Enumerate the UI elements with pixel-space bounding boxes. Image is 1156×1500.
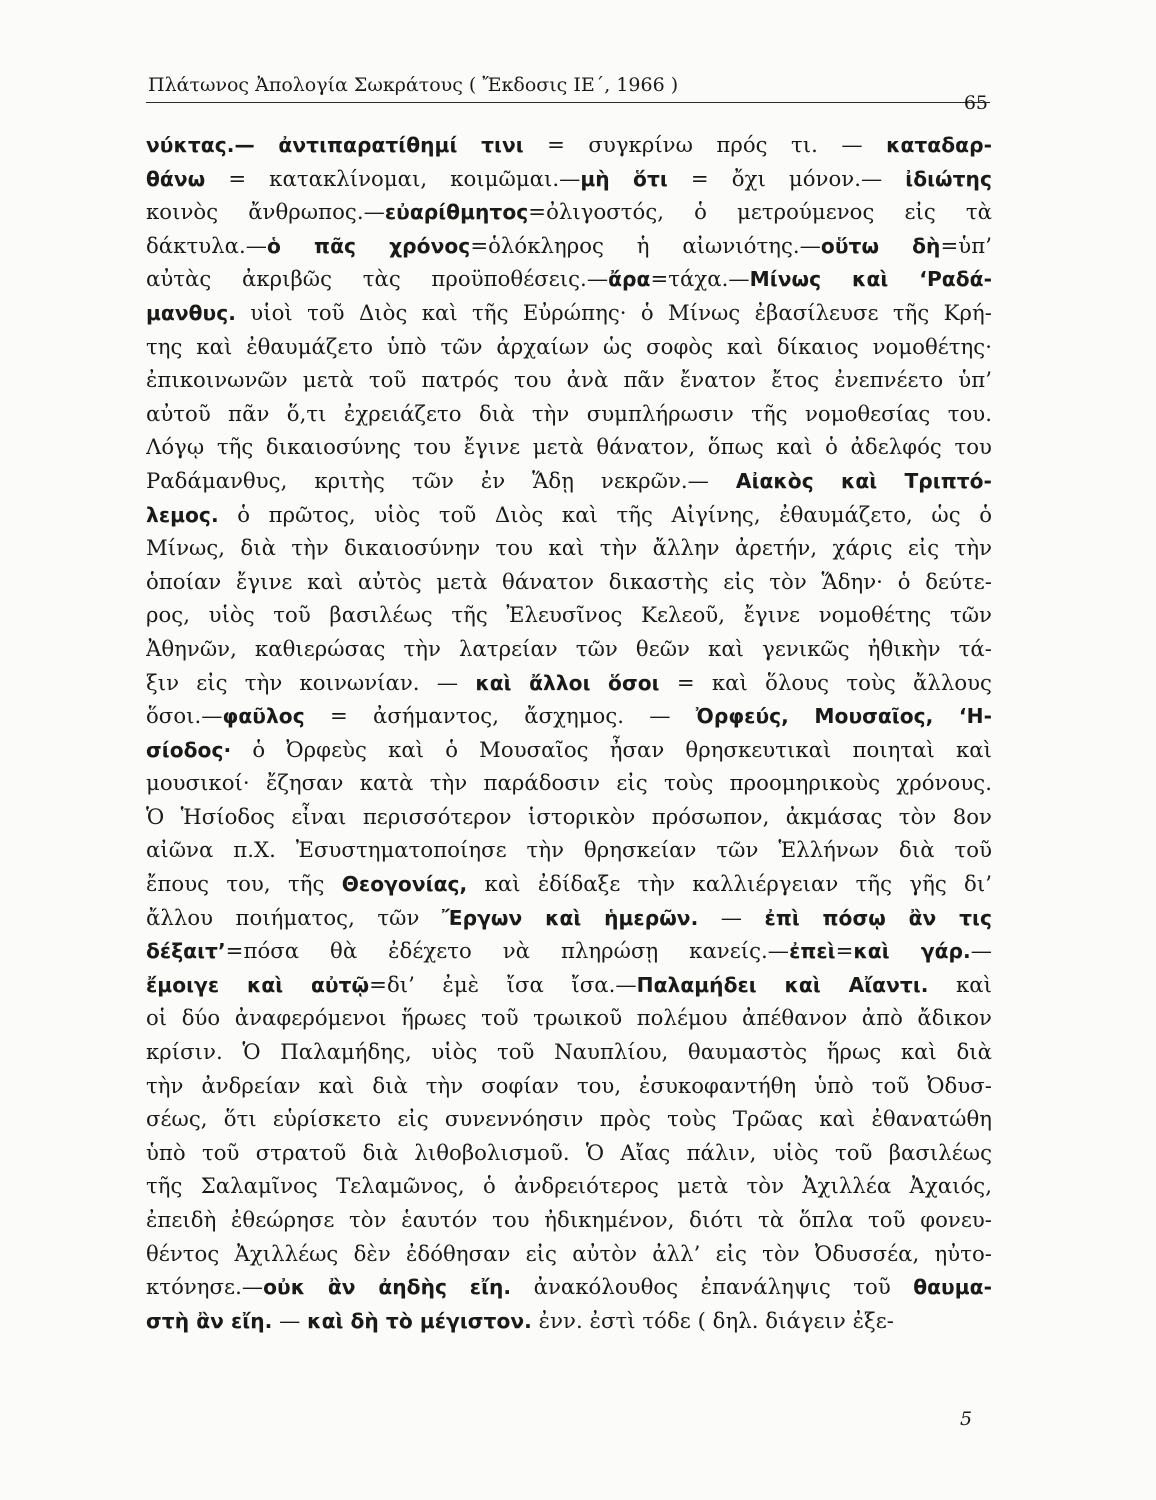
text-line	[146, 1169, 992, 1203]
gloss: =	[835, 938, 854, 964]
lemma: Ὀρφεύς, Μουσαῖος, ‘Η-	[695, 704, 992, 729]
gloss: —	[698, 904, 765, 930]
text-line	[146, 1136, 992, 1170]
gloss: =πόσα θὰ ἐδέχετο νὰ πληρώσῃ κανείς.—	[225, 938, 790, 964]
gloss: ἐνν. ἐστὶ τόδε ( δηλ. διάγειν ἐξε-	[531, 1307, 894, 1333]
gloss: =δι’ ἐμὲ ἴσα ἴσα.—	[369, 971, 637, 997]
gloss: —	[272, 1307, 308, 1333]
gloss: καὶ	[928, 971, 992, 997]
gloss: μουσικοί· ἔζησαν κατὰ τὴν παράδοσιν εἰς τοὺς προομηρικοὺς χρόνους.	[146, 770, 992, 796]
gloss: ὑπὸ τοῦ στρατοῦ διὰ λιθοβολισμοῦ. Ὁ Αἴας πάλιν, υἱὸς τοῦ βασιλέως	[146, 1139, 992, 1165]
lemma: εὐαρίθμητος	[384, 200, 529, 225]
text-line	[146, 1102, 992, 1136]
lemma: ὁ πᾶς χρόνος	[267, 233, 471, 258]
lemma: ἄρα	[608, 267, 651, 292]
lemma: ἔμοιγε καὶ αὐτῷ	[146, 972, 370, 997]
lemma: Μίνως καὶ ‘Ραδά-	[749, 267, 992, 292]
gloss: ἐπικοινωνῶν μετὰ τοῦ πατρός του ἀνὰ πᾶν ἔνατον ἔτος ἐνεπνέετο ὑπ’	[146, 367, 992, 393]
lemma: στὴ ἂν εἴη.	[146, 1308, 273, 1333]
lemma: καὶ δὴ τὸ μέγιστον.	[307, 1308, 532, 1333]
gloss: ἔπους του, τῆς	[146, 871, 342, 897]
lemma: καταδαρ-	[886, 133, 992, 157]
text-line	[146, 498, 992, 532]
lemma: μανθυς.	[146, 300, 236, 325]
gloss: ἀνακόλουθος ἐπανάληψις τοῦ	[511, 1274, 914, 1300]
lemma: σίοδος·	[146, 737, 232, 762]
gloss: Μίνως, διὰ τὴν δικαιοσύνην του καὶ τὴν ἄλλην ἀρετήν, χάρις εἰς τὴν	[146, 535, 992, 561]
gloss: Ραδάμανθυς, κριτὴς τῶν ἐν Ἅδῃ νεκρῶν.—	[146, 467, 736, 493]
text-line	[146, 766, 992, 800]
text-line	[146, 363, 992, 397]
lemma: Παλαμήδει καὶ Αἴαντι.	[636, 972, 929, 997]
gloss: της καὶ ἐθαυμάζετο ὑπὸ τῶν ἀρχαίων ὡς σοφὸς καὶ δίκαιος νομοθέτης·	[146, 333, 992, 359]
gloss: αἰῶνα π.Χ. Ἐσυστηματοποίησε τὴν θρησκείαν τῶν Ἑλλήνων διὰ τοῦ	[146, 837, 992, 863]
gloss: σέως, ὅτι εὑρίσκετο εἰς συνεννόησιν πρὸς τοὺς Τρῶας καὶ ἐθανατώθη	[146, 1106, 992, 1132]
gloss: = καὶ ὅλους τοὺς ἄλλους	[659, 669, 992, 695]
text-line	[146, 632, 992, 666]
text-line	[146, 430, 992, 464]
gloss: κρίσιν. Ὁ Παλαμήδης, υἱὸς τοῦ Ναυπλίου, θαυμαστὸς ἥρως καὶ διὰ	[146, 1039, 992, 1065]
lemma: καὶ γάρ.	[853, 939, 971, 964]
gloss: Λόγῳ τῆς δικαιοσύνης του ἔγινε μετὰ θάνατον, ὅπως καὶ ὁ ἀδελφός του	[146, 434, 992, 460]
text-line	[146, 531, 992, 565]
gloss: υἱοὶ τοῦ Διὸς καὶ τῆς Εὐρώπης· ὁ Μίνως ἐβασίλευσε τῆς Κρή-	[235, 299, 992, 325]
text-line	[146, 330, 992, 364]
text-line	[146, 162, 992, 196]
text-line	[146, 565, 992, 599]
lemma: νύκτας.— ἀντιπαρατίθημί τινι	[146, 133, 524, 157]
signature-mark: 5	[960, 1408, 973, 1430]
gloss: =τάχα.—	[650, 266, 750, 292]
text-line	[146, 1203, 992, 1237]
gloss: ὅσοι.—	[146, 703, 223, 729]
lemma: δέξαιτ’	[146, 939, 226, 964]
gloss: ὁποίαν ἔγινε καὶ αὐτὸς μετὰ θάνατον δικαστὴς εἰς τὸν Ἅδην· ὁ δεύτε-	[146, 568, 992, 594]
gloss: τῆς Σαλαμῖνος Τελαμῶνος, ὁ ἀνδρειότερος μετὰ τὸν Ἀχιλλέα Ἀχαιός,	[146, 1173, 992, 1199]
lemma: Αἰακὸς καὶ Τριπτό-	[735, 468, 992, 493]
lemma: θαυμα-	[913, 1275, 992, 1300]
text-line	[146, 934, 992, 968]
gloss: =ὑπ’	[940, 232, 992, 258]
gloss: ἐπειδὴ ἐθεώρησε τὸν ἑαυτόν του ἠδικημένον, διότι τὰ ὅπλα τοῦ φονευ-	[146, 1207, 992, 1232]
text-line	[146, 1270, 992, 1304]
gloss: ρος, υἱὸς τοῦ βασιλέως τῆς Ἐλευσῖνος Κελεοῦ, ἔγινε νομοθέτης τῶν	[146, 602, 992, 628]
text-line	[146, 833, 992, 867]
lemma: φαῦλος	[222, 704, 305, 729]
gloss: τὴν ἀνδρείαν καὶ διὰ τὴν σοφίαν του, ἐσυκοφαντήθη ὑπὸ τοῦ Ὀδυσ-	[146, 1072, 992, 1098]
gloss: = ὄχι μόνον.—	[667, 165, 906, 191]
lemma: καὶ ἄλλοι ὅσοι	[475, 670, 660, 695]
text-line	[146, 262, 992, 296]
text-line	[146, 968, 992, 1002]
text-line	[146, 666, 992, 700]
gloss: Ἀθηνῶν, καθιερώσας τὴν λατρείαν τῶν θεῶν καὶ γενικῶς ἠθικὴν τά-	[146, 635, 992, 661]
page-number: 65	[963, 92, 988, 114]
lemma: ἐπὶ πόσῳ ἂν τις	[764, 905, 992, 930]
text-line	[146, 397, 992, 431]
text-line	[146, 1001, 992, 1035]
text-line	[146, 229, 992, 263]
lemma: ἐπεὶ	[789, 939, 836, 964]
gloss: Ὁ Ἡσίοδος εἶναι περισσότερον ἱστορικὸν πρόσωπον, ἀκμάσας τὸν 8ον	[146, 803, 992, 829]
gloss: ὁ Ὀρφεὺς καὶ ὁ Μουσαῖος ἦσαν θρησκευτικαὶ ποιηταὶ καὶ	[231, 736, 992, 762]
gloss: θέντος Ἀχιλλέως δὲν ἐδόθησαν εἰς αὐτὸν ἀλλ’ εἰς τὸν Ὀδυσσέα, ηὐτο-	[146, 1240, 992, 1266]
lemma: λεμος.	[146, 502, 219, 527]
lemma: μὴ ὅτι	[580, 166, 668, 191]
gloss: καὶ ἐδίδαξε τὴν καλλιέργειαν τῆς γῆς δι’	[467, 871, 992, 897]
gloss: ὁ πρῶτος, υἱὸς τοῦ Διὸς καὶ τῆς Αἰγίνης, ἐθαυμάζετο, ὡς ὁ	[218, 501, 992, 527]
gloss: = συγκρίνω πρός τι. —	[523, 132, 887, 157]
gloss: κοινὸς ἄνθρωπος.—	[146, 199, 385, 225]
lemma: Ἔργων καὶ ἡμερῶν.	[441, 905, 699, 930]
gloss: αὐτοῦ πᾶν ὅ,τι ἐχρειάζετο διὰ τὴν συμπλήρωσιν τῆς νομοθεσίας του.	[146, 400, 992, 426]
gloss: κτόνησε.—	[146, 1274, 264, 1300]
gloss: οἱ δύο ἀναφερόμενοι ἥρωες τοῦ τρωικοῦ πολέμου ἀπέθανον ἀπὸ ἄδικον	[146, 1005, 992, 1031]
gloss: δάκτυλα.—	[146, 232, 268, 258]
text-line	[146, 128, 992, 162]
commentary-text	[146, 128, 992, 1337]
gloss: αὐτὰς ἀκριβῶς τὰς προϋποθέσεις.—	[146, 266, 609, 292]
text-line	[146, 464, 992, 498]
text-line	[146, 1035, 992, 1069]
gloss: ξιν εἰς τὴν κοινωνίαν. —	[146, 669, 476, 695]
lemma: Θεογονίας,	[341, 872, 468, 897]
gloss: = ἀσήμαντος, ἄσχημος. —	[304, 703, 696, 729]
text-line	[146, 195, 992, 229]
text-line	[146, 699, 992, 733]
gloss: =ὀλιγοστός, ὁ μετρούμενος εἰς τὰ	[528, 199, 992, 225]
text-line	[146, 1069, 992, 1103]
text-line	[146, 867, 992, 901]
lemma: οὕτω δὴ	[820, 233, 941, 258]
text-line	[146, 1237, 992, 1271]
lemma: οὐκ ἂν ἀηδὴς εἴη.	[263, 1275, 512, 1300]
gloss: = κατακλίνομαι, κοιμῶμαι.—	[205, 165, 581, 191]
text-line	[146, 733, 992, 767]
text-line	[146, 1304, 992, 1338]
lemma: θάνω	[146, 166, 206, 191]
text-line	[146, 800, 992, 834]
gloss: =ὁλόκληρος ἡ αἰωνιότης.—	[470, 232, 821, 258]
text-line	[146, 598, 992, 632]
running-title: Πλάτωνος Ἀπολογία Σωκράτους ( Ἔκδοσις ΙΕ΄, 1966 )	[148, 74, 679, 96]
text-line	[146, 296, 992, 330]
running-header	[146, 62, 990, 114]
lemma: ἰδιώτης	[905, 166, 992, 191]
text-line	[146, 901, 992, 935]
gloss: —	[970, 938, 992, 964]
gloss: ἄλλου ποιήματος, τῶν	[146, 904, 442, 930]
